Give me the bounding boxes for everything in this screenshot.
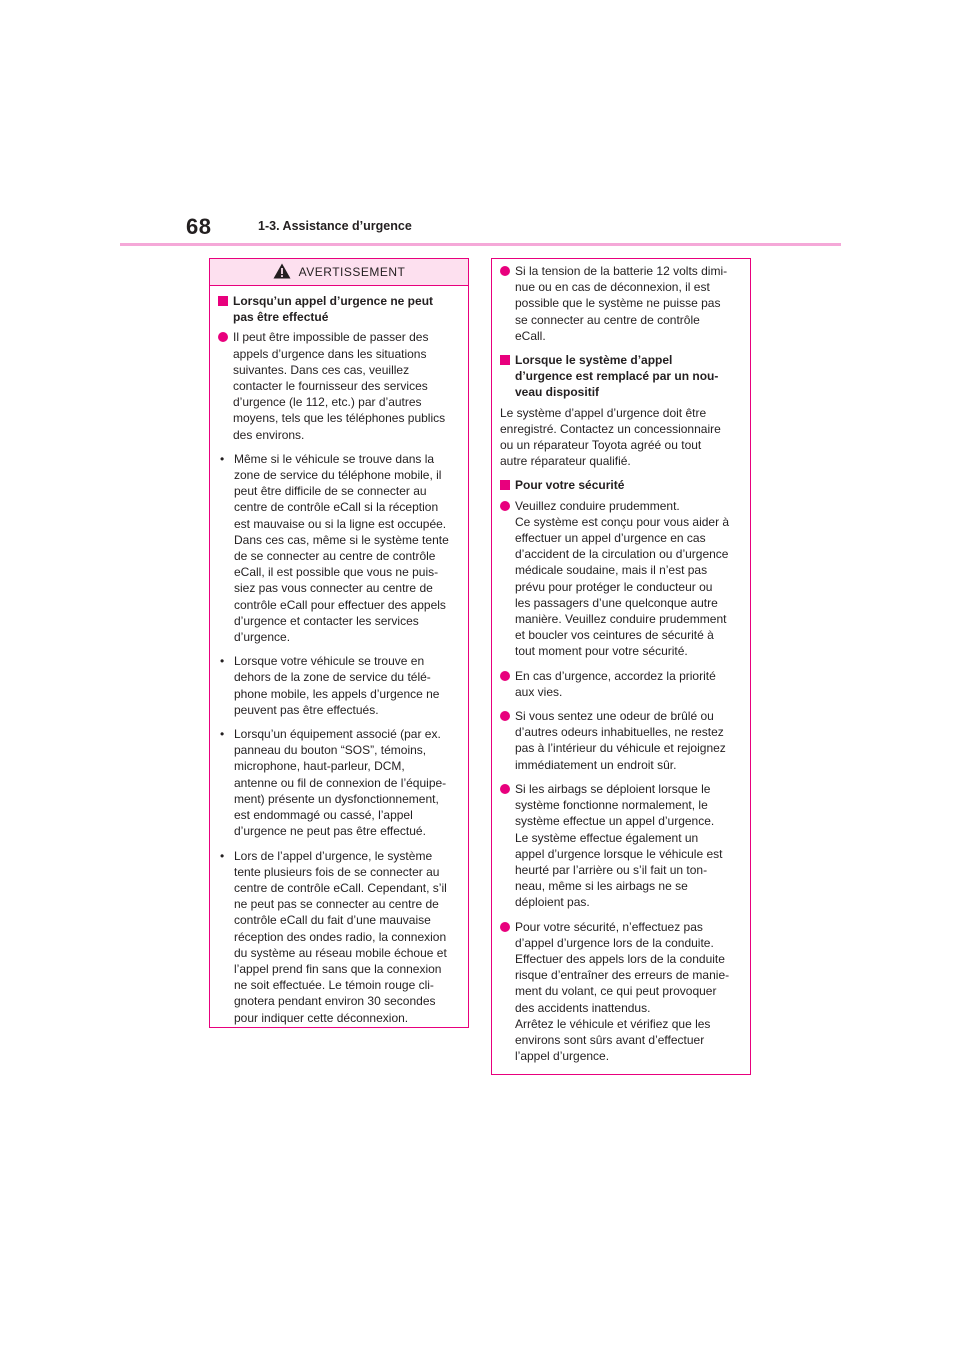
list-item: Si vous sentez une odeur de brûlé ou d’autres odeurs inhabituelles, ne restez pas à l’intérieur du véhicule et rejoignez immédiatement un endroit sûr. (500, 708, 740, 773)
circle-bullet-icon (500, 501, 510, 511)
square-bullet-icon (500, 480, 510, 490)
list-item: • Lors de l’appel d’urgence, le système tente plusieurs fois de se connecter au centre de contrôle eCall. Cependant, s’il ne peut pas se connecter au centre de contrôle eCall du fait d’une mauvaise réception des ondes radio, la connexion du système au réseau mobile échoue et l’appel prend fin sans que la connexion ne soit effectuée. Le témoin rouge cli- gnotera pendant environ 30 secondes pour indiquer cette déconnexion. (220, 848, 447, 1025)
continued-warning-box (491, 258, 751, 1075)
warning-box (209, 258, 469, 1028)
list-item: Si les airbags se déploient lorsque le système fonctionne normalement, le système effectue un appel d’urgence. Le système effectue également un appel d’urgence lorsque le véhicule est heurté par l’arrière ou s’il fait un ton- neau, même si les airbags ne se déploient pas. (500, 781, 740, 911)
list-item: Pour votre sécurité, n’effectuez pas d’appel d’urgence lors de la conduite. Effectuer des appels lors de la conduite risque d’entraîner des erreurs de manie- ment du volant, ce qui peut provoquer des accidents inattendus. Arrêtez le véhicule et vérifiez que les environs sont sûrs avant d’effectuer l’appel d’urgence. (500, 919, 740, 1065)
square-bullet-icon (218, 296, 228, 306)
section-title: 1-3. Assistance d’urgence (258, 219, 412, 233)
circle-bullet-icon (500, 711, 510, 721)
circle-bullet-icon (218, 332, 228, 342)
replace-text: Le système d’appel d’urgence doit être enregistré. Contactez un concessionnaire ou un réparateur Toyota agréé ou tout autre réparateur qualifié. (500, 405, 721, 469)
list-item: • Même si le véhicule se trouve dans la zone de service du téléphone mobile, il peut être difficile de se connecter au centre de contrôle eCall si la réception est mauvaise ou si la ligne est occupée. Dans ces cas, même si le système tente de se connecter au centre de contrôle eCall, il est possible que vous ne puis- siez pas vous connecter au centre de contrôle eCall pour effectuer des appels d’urgence et contacter les services d’urgence. (220, 451, 449, 645)
page-number: 68 (186, 214, 212, 239)
list-item: Veuillez conduire prudemment. Ce système est conçu pour vous aider à effectuer un appel d’urgence en cas d’accident de la circulation ou d’urgence médicale soudaine, mais il n’est pas prévu pour protéger le conducteur ou les passagers d’une quelconque autre manière. Veuillez conduire prudemment et boucler vos ceintures de sécurité à tout moment pour votre sécurité. (500, 498, 740, 660)
battery-bullet: Si la tension de la batterie 12 volts dimi- nue ou en cas de déconnexion, il est possible que le système ne puisse pas se connecter au centre de contrôle eCall. (500, 263, 740, 344)
warning-heading: Lorsqu’un appel d’urgence ne peut pas être effectué (218, 293, 458, 325)
square-bullet-icon (500, 355, 510, 365)
list-item: En cas d’urgence, accordez la priorité aux vies. (500, 668, 740, 700)
safety-heading: Pour votre sécurité (500, 477, 740, 493)
circle-bullet-icon (500, 266, 510, 276)
header-rule (120, 243, 841, 246)
warning-intro: Il peut être impossible de passer des appels d’urgence dans les situations suivantes. Dans ces cas, veuillez contacter le fournisseur des services d’urgence (le 112, etc.) par d’autres moyens, tels que les téléphones publics des environs. (218, 329, 458, 442)
warning-title: AVERTISSEMENT (298, 265, 406, 279)
circle-bullet-icon (500, 922, 510, 932)
warning-triangle-icon (273, 263, 291, 282)
warning-header (210, 259, 468, 286)
list-item: • Lorsque votre véhicule se trouve en dehors de la zone de service du télé- phone mobile, les appels d’urgence ne peuvent pas être effectués. (220, 654, 440, 717)
list-item: • Lorsqu’un équipement associé (par ex. panneau du bouton “SOS”, témoins, microphone, haut-parleur, DCM, antenne ou fil de connexion de l’équipe- ment) présente un dysfonctionnement, est endommagé ou cassé, l’appel d’urgence ne peut pas être effectué. (220, 727, 447, 839)
circle-bullet-icon (500, 784, 510, 794)
circle-bullet-icon (500, 671, 510, 681)
replace-heading: Lorsque le système d’appel d’urgence est remplacé par un nou- veau dispositif (500, 352, 740, 401)
